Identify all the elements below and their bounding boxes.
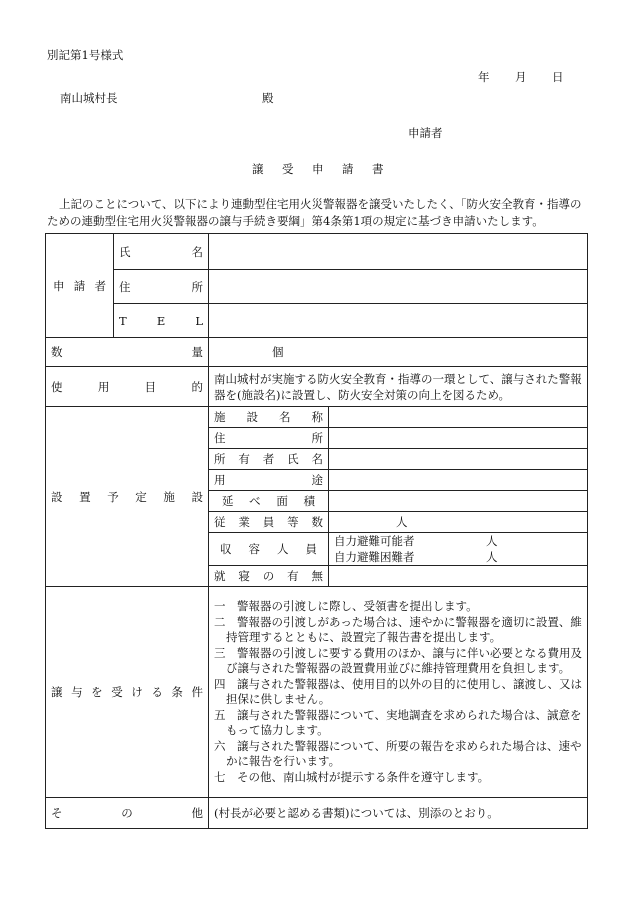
conditions-label: 譲 与 を 受 け る 条 件 — [46, 587, 209, 798]
employees-field[interactable] — [329, 512, 588, 533]
year-label: 年 — [478, 70, 490, 84]
sleeping-label: 就 寝 の 有 無 — [209, 566, 329, 587]
name-label: 氏 名 — [114, 234, 209, 270]
non-self-evacuable-unit: 人 — [486, 550, 498, 564]
conditions-list — [209, 587, 588, 798]
other-text: (村長が必要と認める書類)については、別添のとおり。 — [209, 798, 588, 829]
self-evacuable-unit: 人 — [486, 534, 498, 548]
condition-item: 三 警報器の引渡しに要する費用のほか、譲与に伴い必要となる費用及び譲与された警報器の設置費用並びに維持管理費用を負担します。 — [214, 645, 582, 675]
tel-label: T E L — [114, 304, 209, 338]
self-evacuable-label: 自力避難可能者 — [334, 534, 415, 548]
other-label: そ の 他 — [46, 798, 209, 829]
capacity-field[interactable] — [329, 533, 588, 566]
facility-name-label: 施 設 名 称 — [209, 407, 329, 428]
tel-field[interactable] — [209, 304, 588, 338]
condition-item: 七 その他、南山城村が提示する条件を遵守します。 — [214, 769, 490, 784]
day-label: 日 — [552, 70, 564, 84]
quantity-field[interactable] — [209, 338, 588, 367]
document-title: 譲 受 申 請 書 — [252, 162, 384, 176]
employees-label: 従 業 員 等 数 — [209, 512, 329, 533]
condition-item: 四 譲与された警報器は、使用目的以外の目的に使用し、譲渡し、又は担保に供しません。 — [214, 676, 582, 706]
owner-name-label: 所 有 者 氏 名 — [209, 449, 329, 470]
applicant-signature-label: 申請者 — [408, 126, 443, 140]
floor-area-label: 延 べ 面 積 — [209, 491, 329, 512]
floor-area-field[interactable] — [329, 491, 588, 512]
honorific: 殿 — [262, 91, 274, 105]
condition-item: 六 譲与された警報器について、所要の報告を求められた場合は、速やかに報告を行います。 — [214, 738, 582, 768]
application-form-table — [45, 233, 588, 829]
form-number-label: 別記第1号様式 — [47, 48, 124, 62]
facility-address-field[interactable] — [329, 428, 588, 449]
usage-label: 用 途 — [209, 470, 329, 491]
applicant-section-label: 申 請 者 — [46, 234, 114, 338]
month-label: 月 — [515, 70, 527, 84]
sleeping-field[interactable] — [329, 566, 588, 587]
employees-unit: 人 — [396, 515, 408, 529]
intro-paragraph: 上記のことについて、以下により連動型住宅用火災警報器を譲受いたしたく、「防火安全教育・指導のための連動型住宅用火災警報器の譲与手続き要綱」第4条第1項の規定に基づき申請いたします。 — [47, 197, 582, 228]
quantity-label: 数 量 — [46, 338, 209, 367]
address-label: 住 所 — [114, 270, 209, 304]
non-self-evacuable-label: 自力避難困難者 — [334, 550, 415, 564]
condition-item: 二 警報器の引渡しがあった場合は、速やかに警報器を適切に設置、維持管理するとともに、設置完了報告書を提出します。 — [214, 614, 582, 644]
condition-item: 一 警報器の引渡しに際し、受領書を提出します。 — [214, 599, 478, 613]
purpose-label: 使 用 目 的 — [46, 367, 209, 407]
condition-item: 五 譲与された警報器について、実地調査を求められた場合は、誠意をもって協力します。 — [214, 707, 582, 737]
facility-name-field[interactable] — [329, 407, 588, 428]
owner-name-field[interactable] — [329, 449, 588, 470]
usage-field[interactable] — [329, 470, 588, 491]
purpose-text: 南山城村が実施する防火安全教育・指導の一環として、譲与された警報器を(施設名)に設置し、防火安全対策の向上を図るため。 — [209, 367, 588, 407]
facility-address-label: 住 所 — [209, 428, 329, 449]
address-field[interactable] — [209, 270, 588, 304]
addressee: 南山城村長 — [60, 91, 118, 105]
name-field[interactable] — [209, 234, 588, 270]
capacity-label: 収 容 人 員 — [209, 533, 329, 566]
quantity-unit: 個 — [272, 345, 284, 359]
facility-section-label: 設 置 予 定 施 設 — [46, 407, 209, 587]
